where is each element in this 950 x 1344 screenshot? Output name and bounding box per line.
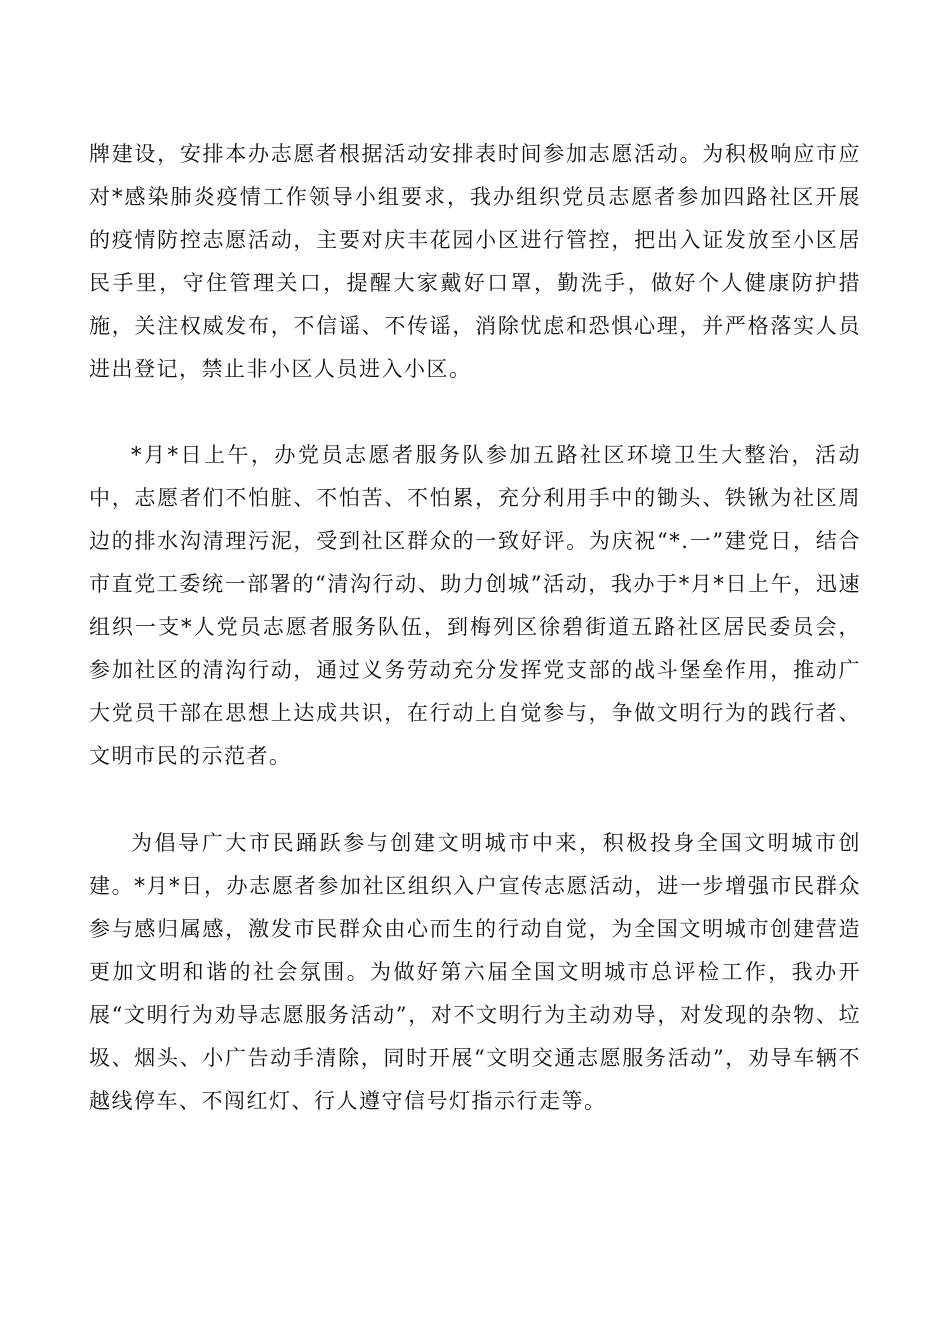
paragraph-civilized-city bbox=[89, 822, 861, 1123]
paragraph-continued bbox=[89, 133, 861, 391]
paragraph-text: *月*日上午，办党员志愿者服务队参加五路社区环境卫生大整治，活动中，志愿者们不怕脏、不怕苦、不怕累，充分利用手中的锄头、铁锹为社区周边的排水沟清理污泥，受到社区群众的一致好评。为庆祝“*.一”建党日，结合市直党工委统一部署的“清沟行动、助力创城”活动，我办于*月*日上午，迅速组织一支*人党员志愿者服务队伍，到梅列区徐碧街道五路社区居民委员会，参加社区的清沟行动，通过义务劳动充分发挥党支部的战斗堡垒作用，推动广大党员干部在思想上达成共识，在行动上自觉参与，争做文明行为的践行者、文明市民的示范者。 bbox=[89, 443, 861, 768]
paragraph-volunteer-cleanup bbox=[89, 434, 861, 778]
paragraph-text: 为倡导广大市民踊跃参与创建文明城市中来，积极投身全国文明城市创建。*月*日，办志愿者参加社区组织入户宣传志愿活动，进一步增强市民群众参与感归属感，激发市民群众由心而生的行动自觉，为全国文明城市创建营造更加文明和谐的社会氛围。为做好第六届全国文明城市总评检工作，我办开展“文明行为劝导志愿服务活动”，对不文明行为主动劝导，对发现的杂物、垃圾、烟头、小广告动手清除，同时开展“文明交通志愿服务活动”，劝导车辆不越线停车、不闯红灯、行人遵守信号灯指示行走等。 bbox=[89, 831, 861, 1113]
paragraph-text: 牌建设，安排本办志愿者根据活动安排表时间参加志愿活动。为积极响应市应对*感染肺炎疫情工作领导小组要求，我办组织党员志愿者参加四路社区开展的疫情防控志愿活动，主要对庆丰花园小区进行管控，把出入证发放至小区居民手里，守住管理关口，提醒大家戴好口罩，勤洗手，做好个人健康防护措施，关注权威发布，不信谣、不传谣，消除忧虑和恐惧心理，并严格落实人员进出登记，禁止非小区人员进入小区。 bbox=[89, 142, 861, 381]
